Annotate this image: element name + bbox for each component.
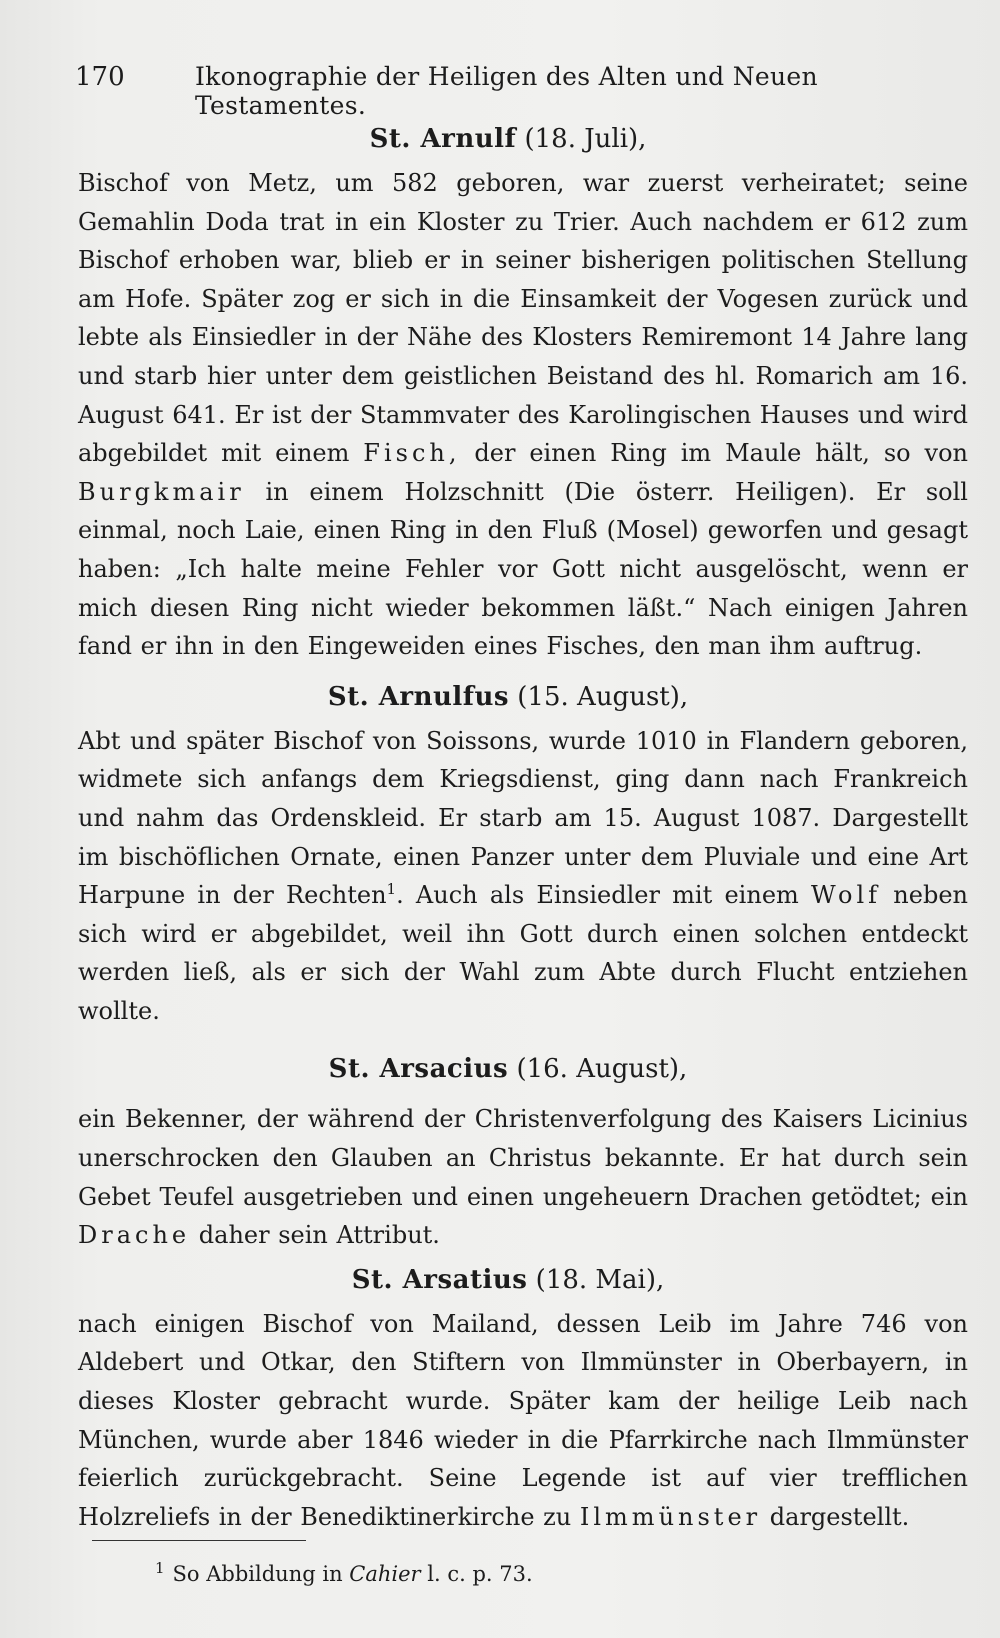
artist-emphasis: Burgkmair bbox=[78, 477, 245, 506]
entry-arnulfus bbox=[78, 676, 968, 1031]
place-emphasis: Ilmmünster bbox=[579, 1502, 762, 1531]
saint-name: St. Arsacius bbox=[328, 1054, 509, 1085]
entry-heading bbox=[78, 1048, 968, 1090]
page-number: 170 bbox=[75, 62, 125, 92]
entry-arnulf bbox=[78, 118, 968, 666]
footnote-divider bbox=[92, 1540, 306, 1541]
attribute-emphasis: Drache bbox=[78, 1221, 191, 1250]
cited-author: Cahier bbox=[349, 1562, 421, 1586]
running-title: Ikonographie der Heiligen des Alten und Neuen Testamentes. bbox=[195, 62, 818, 120]
page-header bbox=[75, 58, 855, 120]
saint-name: St. Arnulf bbox=[369, 124, 517, 154]
feast-date: (18. Mai), bbox=[535, 1264, 665, 1295]
entry-heading bbox=[78, 676, 968, 718]
footnote: $^1$ So Abbildung in Cahier l. c. p. 73. bbox=[155, 1559, 533, 1586]
feast-date: (16. August), bbox=[516, 1054, 688, 1085]
footnote-mark: 1 bbox=[155, 1559, 165, 1577]
entry-body: nach einigen Bischof von Mailand, dessen Leib im Jahre 746 von Aldebert und Otkar, den Stiftern von Ilmmünster in Oberbayern, in dieses Kloster gebracht wurde. Später kam der heilige Leib nach München, wurde aber 1846 wieder in die Pfarrkirche nach Ilmmünster feierlich zurückgebracht. Seine Legende ist auf vier trefflichen Holzreliefs in der Benediktinerkirche zu Ilmmünster dargestellt. bbox=[78, 1309, 968, 1531]
entry-body: Abt und später Bischof von Soissons, wurde 1010 in Flandern geboren, widmete sich anfangs dem Kriegsdienst, ging dann nach Frankreich und nahm das Ordenskleid. Er starb am 15. August 1087. Dargestellt im bischöflichen Ornate, einen Panzer unter dem Pluviale und eine Art Harpune in der Rechten$^1$. Auch als Einsiedler mit einem Wolf neben sich wird er abgebildet, weil ihn Gott durch einen solchen entdeckt werden ließ, als er sich der Wahl zum Abte durch Flucht entziehen wollte. bbox=[78, 726, 968, 1025]
page-content bbox=[78, 118, 968, 1536]
attribute-emphasis: Wolf bbox=[811, 881, 882, 910]
entry-heading bbox=[78, 118, 968, 160]
entry-body: Bischof von Metz, um 582 geboren, war zuerst verheiratet; seine Gemahlin Doda trat in ein Kloster zu Trier. Auch nachdem er 612 zum Bischof erhoben war, blieb er in seiner bisherigen politischen Stellung am Hofe. Später zog er sich in die Einsamkeit der Vogesen zurück und lebte als Einsiedler in der Nähe des Klosters Remiremont 14 Jahre lang und starb hier unter dem geistlichen Beistand des hl. Romarich am 16. August 641. Er ist der Stammvater des Karolingischen Hauses und wird abgebildet mit einem Fisch, der einen Ring im Maule hält, so von Burgkmair in einem Holzschnitt (Die österr. Heiligen). Er soll einmal, noch Laie, einen Ring in den Fluß (Mosel) geworfen und gesagt haben: „Ich halte meine Fehler vor Gott nicht ausgelöscht, wenn er mich diesen Ring nicht wieder bekommen läßt.“ Nach einigen Jahren fand er ihn in den Eingeweiden eines Fisches, den man ihm auftrug. bbox=[78, 169, 968, 661]
feast-date: (18. Juli), bbox=[524, 124, 647, 154]
entry-body: ein Bekenner, der während der Christenverfolgung des Kaisers Licinius unerschrocken den Glauben an Christus bekannte. Er hat durch sein Gebet Teufel ausgetrieben und einen ungeheuern Drachen getödtet; ein Drache daher sein Attribut. bbox=[78, 1105, 968, 1250]
saint-name: St. Arnulfus bbox=[327, 681, 510, 712]
footnote-reference: 1 bbox=[386, 880, 397, 899]
entry-heading bbox=[78, 1259, 968, 1301]
attribute-emphasis: Fisch, bbox=[363, 439, 461, 468]
saint-name: St. Arsatius bbox=[351, 1264, 528, 1295]
entry-arsacius bbox=[78, 1048, 968, 1254]
entry-arsatius bbox=[78, 1259, 968, 1537]
feast-date: (15. August), bbox=[517, 681, 689, 712]
